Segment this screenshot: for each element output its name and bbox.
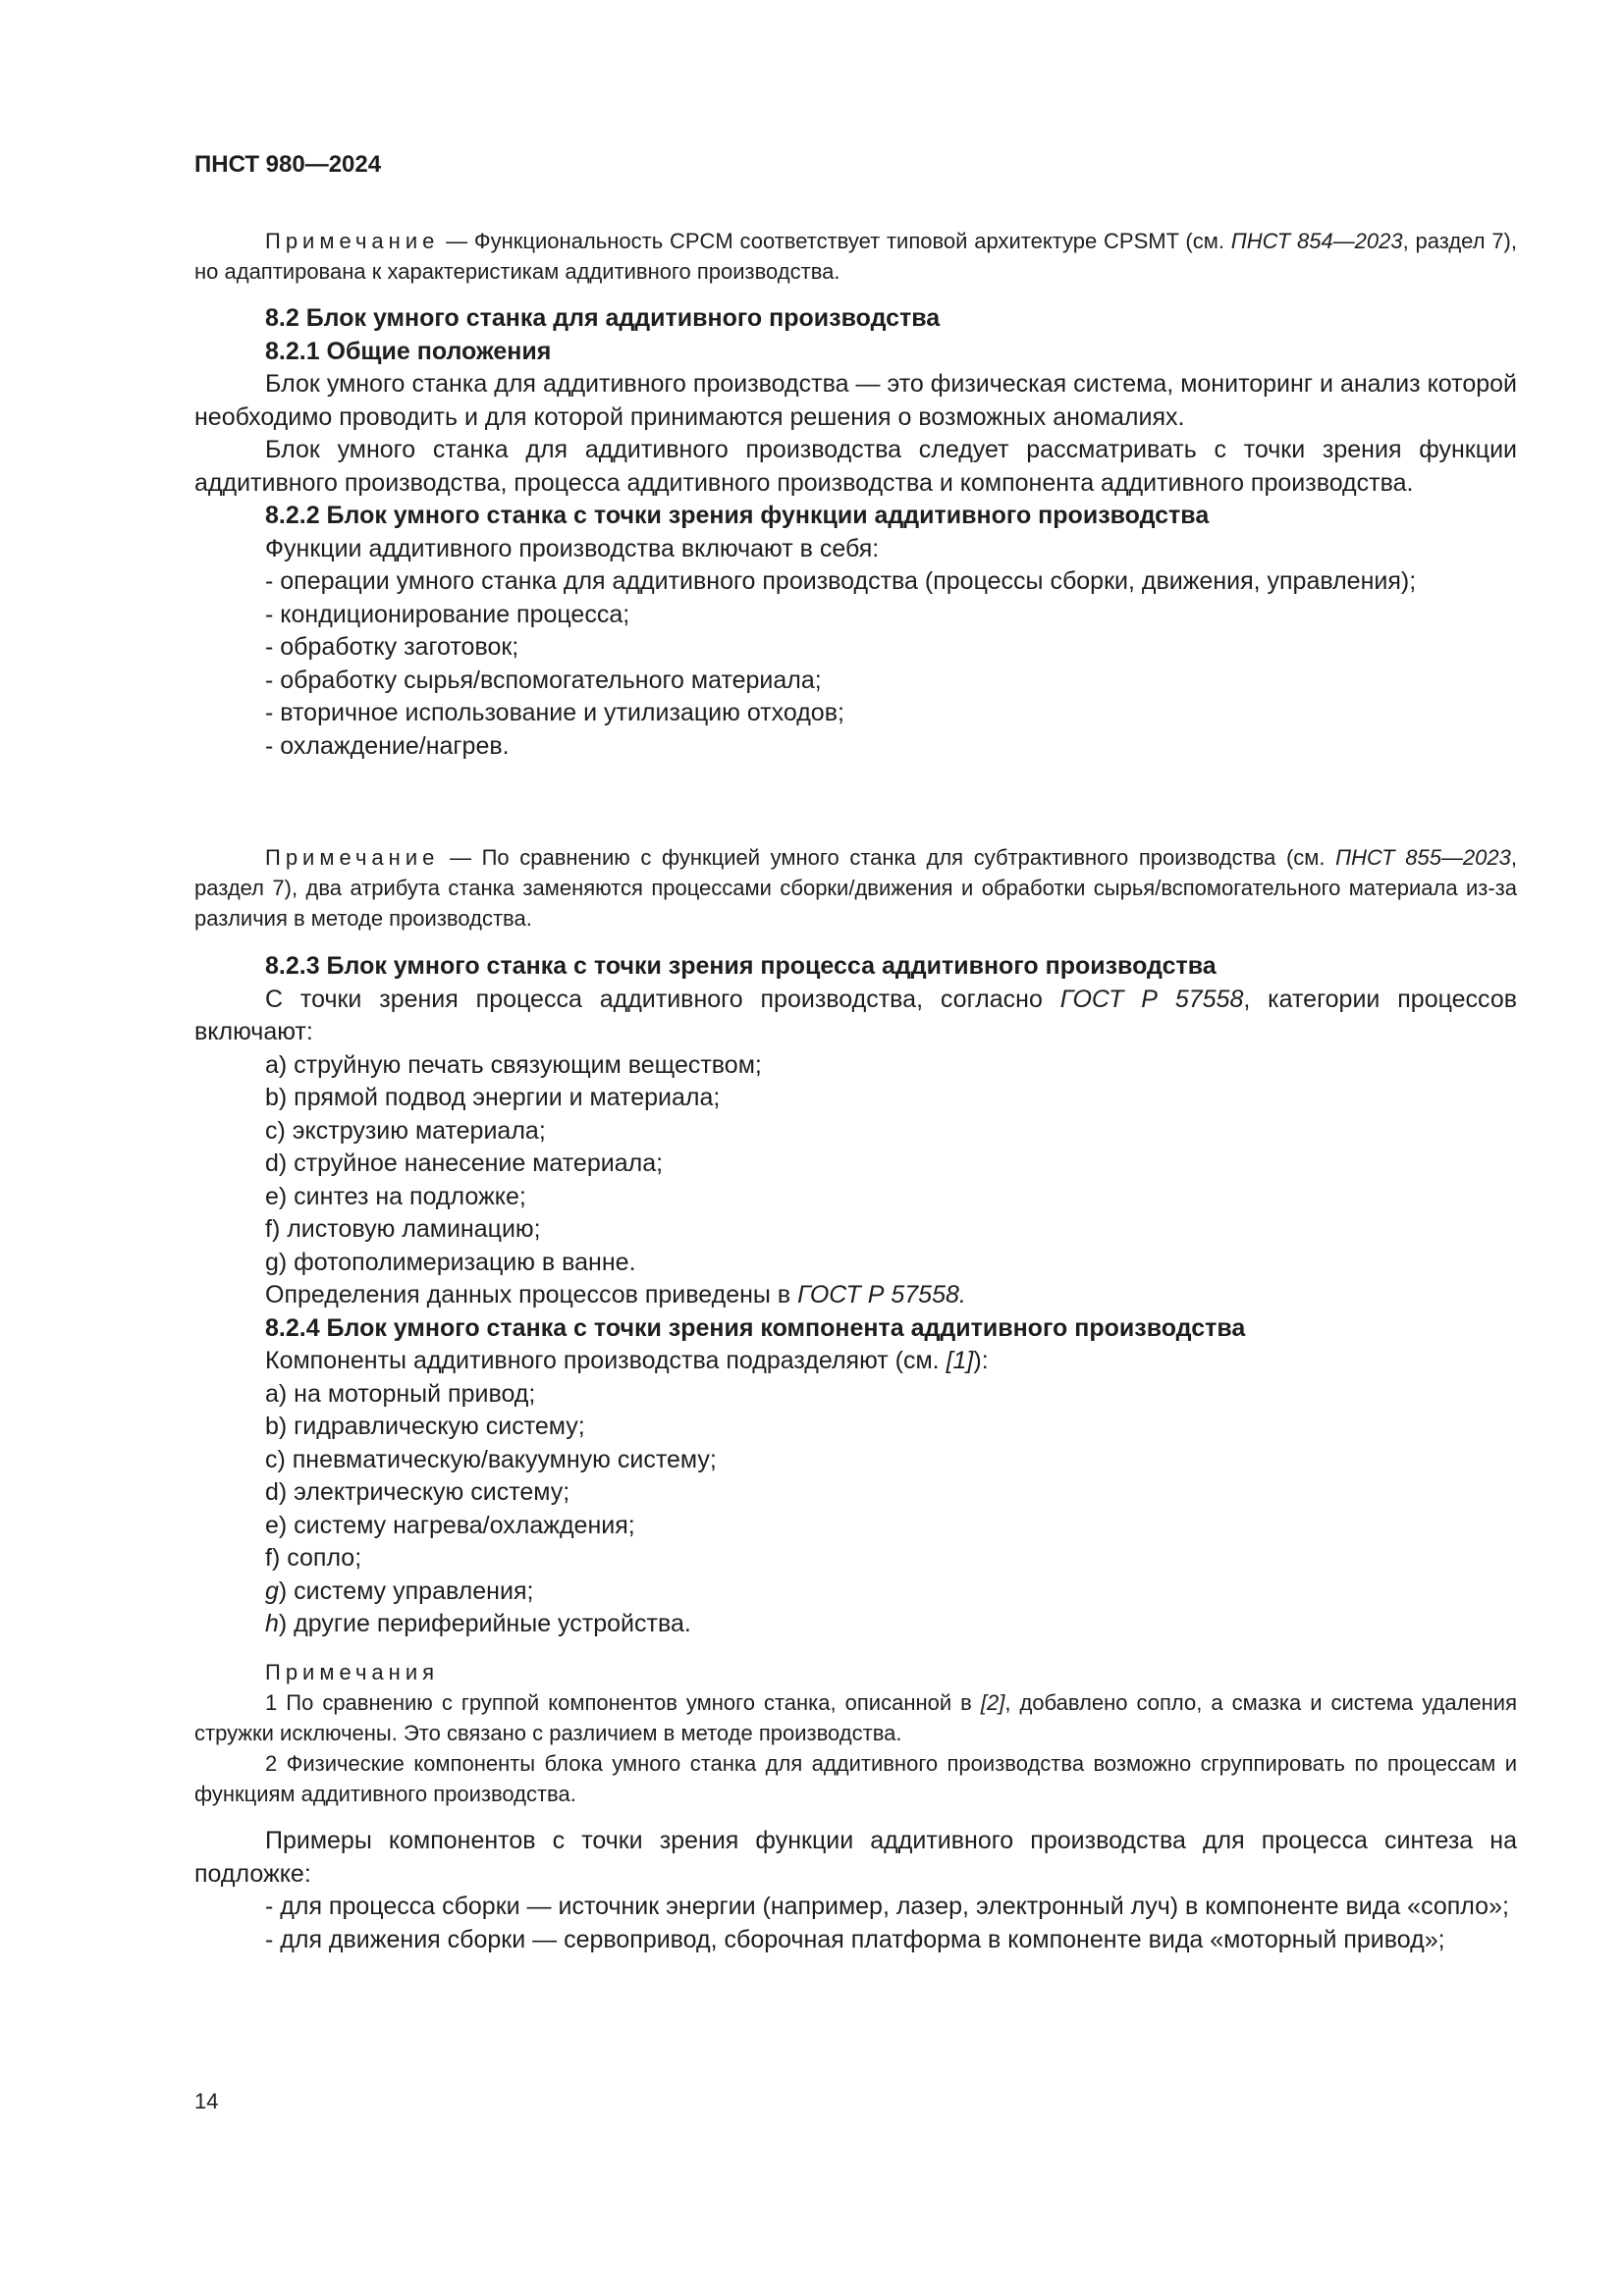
list-item: - для движения сборки — сервопривод, сборочная платформа в компоненте вида «моторный привод»; <box>265 1925 1445 1953</box>
paragraph: Функции аддитивного производства включают в себя: <box>265 534 880 562</box>
list-item: - кондиционирование процесса; <box>265 600 630 628</box>
paragraph <box>194 1345 1517 1378</box>
note-label: Примечание <box>265 845 440 870</box>
list-item <box>194 1608 1517 1641</box>
note-cpcm <box>194 226 1517 287</box>
document-header: ПНСТ 980—2024 <box>194 151 382 178</box>
list-letter: g <box>265 1576 279 1605</box>
note-item: 2 Физические компоненты блока умного станка для аддитивного производства возможно сгруппировать по процессам и функциям аддитивного производства. <box>194 1751 1517 1806</box>
paragraph <box>194 1279 1517 1312</box>
notes-block <box>194 1657 1517 1809</box>
list-item: c) экструзию материала; <box>265 1116 546 1145</box>
bibliography-reference: [1] <box>946 1347 974 1374</box>
paragraph: Примеры компонентов с точки зрения функции аддитивного производства для процесса синтеза на подложке: <box>194 1827 1517 1888</box>
list-item: e) систему нагрева/охлаждения; <box>265 1511 635 1539</box>
text: Компоненты аддитивного производства подразделяют (см. <box>265 1347 947 1374</box>
section-8-2 <box>194 302 1517 763</box>
list-item <box>194 1575 1517 1609</box>
section-8-2-3 <box>194 950 1517 1641</box>
section-heading: 8.2.3 Блок умного станка с точки зрения процесса аддитивного производства <box>265 952 1217 980</box>
note-text: По сравнению с функцией умного станка для субтрактивного производства (см. <box>481 845 1336 870</box>
list-item: - обработку заготовок; <box>265 633 519 661</box>
list-letter: h <box>265 1610 279 1637</box>
section-heading: 8.2 Блок умного станка для аддитивного производства <box>265 304 941 332</box>
text: , добавлено сопло, а смазка и система удаления стружки исключены. Это связано с различием в методе производства. <box>194 1690 1517 1745</box>
list-item: - охлаждение/нагрев. <box>265 731 510 760</box>
text: ): <box>973 1347 989 1374</box>
section-heading: 8.2.1 Общие положения <box>265 337 552 365</box>
list-item: b) гидравлическую систему; <box>265 1413 585 1440</box>
bibliography-reference: [2] <box>980 1690 1005 1715</box>
note-item <box>194 1687 1517 1748</box>
note-label: Примечание <box>265 229 440 253</box>
note-text: , раздел 7), два атрибута станка заменяются процессами сборки/движения и обработки сырья/вспомогательного материала из-за различия в методе производства. <box>194 845 1517 931</box>
list-item: f) сопло; <box>265 1544 362 1572</box>
note-text: Функциональность CPCM соответствует типовой архитектуре CPSMT (см. <box>473 229 1231 253</box>
text: 1 По сравнению с группой компонентов умного станка, описанной в <box>265 1690 981 1715</box>
standard-reference: ПНСТ 855—2023 <box>1335 845 1511 870</box>
note-dash: — <box>439 229 474 253</box>
standard-reference: ГОСТ Р 57558. <box>797 1281 966 1308</box>
section-heading: 8.2.2 Блок умного станка с точки зрения функции аддитивного производства <box>265 502 1210 529</box>
paragraph: Блок умного станка для аддитивного производства — это физическая система, мониторинг и анализ которой необходимо проводить и для которой принимаются решения о возможных аномалиях. <box>194 370 1517 431</box>
list-item: g) фотополимеризацию в ванне. <box>265 1248 636 1276</box>
list-item: d) струйное нанесение материала; <box>265 1149 664 1177</box>
text: ) систему управления; <box>278 1576 534 1605</box>
standard-reference: ПНСТ 854—2023 <box>1230 229 1403 253</box>
list-item: d) электрическую систему; <box>265 1478 570 1506</box>
note-text: , раздел 7), но адаптирована к характеристикам аддитивного производства. <box>194 229 1517 284</box>
examples-block <box>194 1825 1517 1956</box>
list-item: a) на моторный привод; <box>265 1379 536 1408</box>
list-item: a) струйную печать связующим веществом; <box>265 1050 762 1079</box>
paragraph: Блок умного станка для аддитивного производства следует рассматривать с точки зрения функции аддитивного производства, процесса аддитивного производства и компонента аддитивного производства. <box>194 436 1517 497</box>
text: С точки зрения процесса аддитивного производства, согласно <box>265 985 1060 1013</box>
text: ) другие периферийные устройства. <box>278 1610 691 1637</box>
list-item: - для процесса сборки — источник энергии (например, лазер, электронный луч) в компоненте вида «сопло»; <box>265 1893 1509 1920</box>
paragraph <box>194 984 1517 1049</box>
list-item: e) синтез на подложке; <box>265 1182 526 1210</box>
list-item: f) листовую ламинацию; <box>265 1215 541 1243</box>
list-item: - операции умного станка для аддитивного производства (процессы сборки, движения, управления); <box>265 567 1417 595</box>
list-item: - вторичное использование и утилизацию отходов; <box>265 699 844 726</box>
note-dash: — <box>439 845 482 870</box>
text: Определения данных процессов приведены в <box>265 1281 798 1308</box>
section-heading: 8.2.4 Блок умного станка с точки зрения компонента аддитивного производства <box>265 1313 1246 1342</box>
list-item: - обработку сырья/вспомогательного материала; <box>265 666 822 694</box>
note-subtractive <box>194 842 1517 934</box>
standard-reference: ГОСТ Р 57558 <box>1059 985 1244 1013</box>
text: , категории процессов включают: <box>194 985 1518 1045</box>
page-number: 14 <box>194 2089 219 2113</box>
list-item: c) пневматическую/вакуумную систему; <box>265 1445 717 1473</box>
notes-label: Примечания <box>265 1660 440 1684</box>
list-item: b) прямой подвод энергии и материала; <box>265 1084 721 1111</box>
